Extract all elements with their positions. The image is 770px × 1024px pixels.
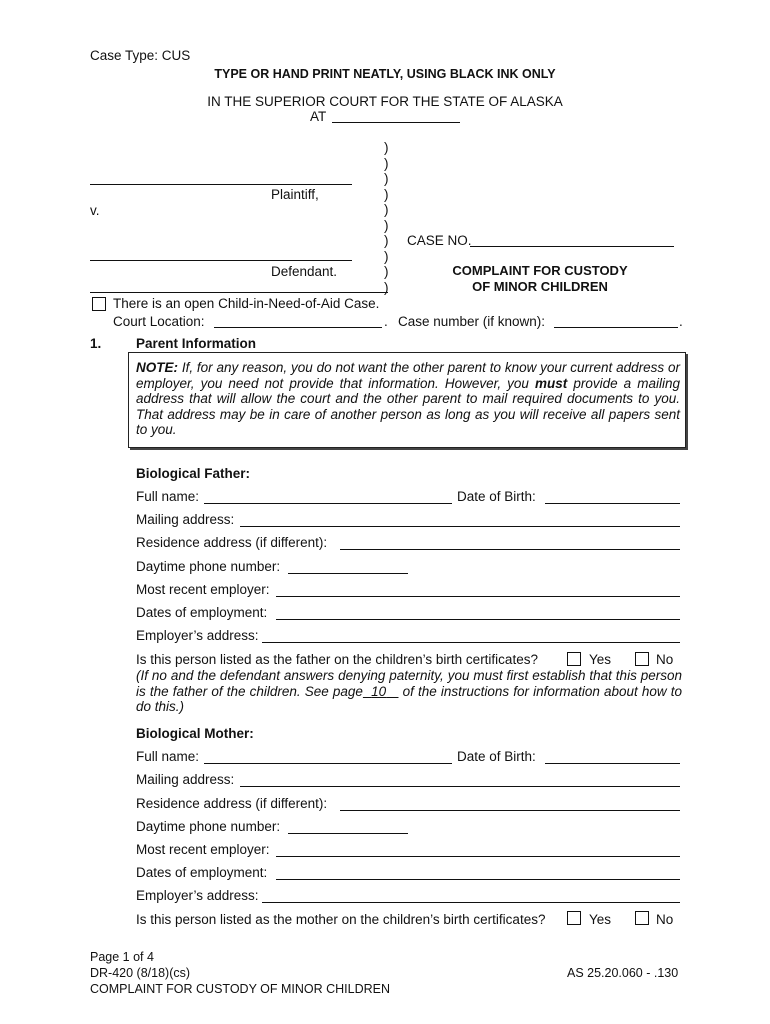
cina-checkbox[interactable] <box>92 297 106 311</box>
note-text-b: provide a mailing address that will allow the court and the other parent to mail required documents to you. That address may be in care of another person as long as you will receive all papers sent to you. <box>136 375 680 438</box>
plaintiff-label: Plaintiff, <box>271 187 319 202</box>
father-phone-label: Daytime phone number: <box>136 559 281 574</box>
note-text-a: If, for any reason, you do not want the other parent to know your current address or employer, you need not provide that information. However, you <box>136 360 680 391</box>
case-type: Case Type: CUS <box>90 48 191 63</box>
mother-no-checkbox[interactable] <box>635 911 649 925</box>
document-title-line1: COMPLAINT FOR CUSTODY <box>452 263 628 278</box>
defendant-label: Defendant. <box>271 264 338 279</box>
cina-court-location-label: Court Location: <box>113 314 205 329</box>
mother-no-label: No <box>656 912 674 927</box>
section-number: 1. <box>90 336 102 351</box>
father-dates-employment-label: Dates of employment: <box>136 605 268 620</box>
paternity-note-a: (If no and the defendant answers denying paternity, you must first establish that this person is the father of the children. See page <box>136 668 682 699</box>
father-yes-checkbox[interactable] <box>567 652 581 666</box>
mother-mailing-field[interactable] <box>240 786 680 787</box>
ink-instruction-text: TYPE OR HAND PRINT NEATLY, USING BLACK INK ONLY <box>214 67 556 81</box>
footer-page: Page 1 of 4 <box>90 950 154 964</box>
father-yes-label: Yes <box>589 652 612 667</box>
footer-form-title: COMPLAINT FOR CUSTODY OF MINOR CHILDREN <box>90 982 391 996</box>
father-dob-field[interactable] <box>545 503 680 504</box>
mother-phone-field[interactable] <box>288 833 408 834</box>
period: . <box>679 314 683 329</box>
father-employer-address-field[interactable] <box>262 642 680 643</box>
father-residence-label: Residence address (if different): <box>136 535 328 550</box>
mother-phone-label: Daytime phone number: <box>136 819 281 834</box>
mother-full-name-label: Full name: <box>136 749 200 764</box>
mother-yes-checkbox[interactable] <box>567 911 581 925</box>
father-mailing-field[interactable] <box>240 526 680 527</box>
mother-mailing-label: Mailing address: <box>136 772 235 787</box>
mother-employer-address-field[interactable] <box>262 902 680 903</box>
case-no-field[interactable] <box>470 246 674 247</box>
mother-residence-field[interactable] <box>340 810 680 811</box>
document-title <box>395 263 685 295</box>
note-text <box>136 360 680 438</box>
cina-label: There is an open Child-in-Need-of-Aid Case. <box>113 296 380 311</box>
father-birth-cert-question: Is this person listed as the father on the children’s birth certificates? <box>136 652 538 667</box>
section-title: Parent Information <box>136 336 257 351</box>
paternity-note-b: of the instructions for information about how to do this.) <box>136 683 682 715</box>
paternity-note <box>136 668 682 715</box>
plaintiff-name-field[interactable] <box>90 184 352 185</box>
father-mailing-label: Mailing address: <box>136 512 235 527</box>
cina-court-location-field[interactable] <box>214 327 382 328</box>
ink-instruction <box>0 67 770 81</box>
father-residence-field[interactable] <box>340 549 680 550</box>
father-employer-address-label: Employer’s address: <box>136 628 259 643</box>
mother-full-name-field[interactable] <box>204 763 452 764</box>
father-phone-field[interactable] <box>288 573 408 574</box>
cina-case-number-field[interactable] <box>554 327 678 328</box>
father-heading: Biological Father: <box>136 466 251 481</box>
father-employer-label: Most recent employer: <box>136 582 270 597</box>
father-full-name-label: Full name: <box>136 489 200 504</box>
mother-dates-employment-label: Dates of employment: <box>136 865 268 880</box>
court-heading <box>0 94 770 109</box>
mother-residence-label: Residence address (if different): <box>136 796 328 811</box>
caption-parens: ) ) ) ) ) ) ) ) ) ) <box>384 140 389 295</box>
footer-statute: AS 25.20.060 - .130 <box>567 966 679 980</box>
note-label: NOTE: <box>136 360 178 375</box>
father-full-name-field[interactable] <box>204 503 452 504</box>
mother-dob-label: Date of Birth: <box>457 749 536 764</box>
father-dates-employment-field[interactable] <box>276 619 680 620</box>
mother-employer-label: Most recent employer: <box>136 842 270 857</box>
mother-heading: Biological Mother: <box>136 726 254 741</box>
defendant-name-field[interactable] <box>90 260 352 261</box>
mother-employer-address-label: Employer’s address: <box>136 888 259 903</box>
mother-employer-field[interactable] <box>276 856 680 857</box>
father-employer-field[interactable] <box>276 596 680 597</box>
court-location-label: AT <box>310 109 327 124</box>
mother-dob-field[interactable] <box>545 763 680 764</box>
court-location-field[interactable] <box>332 122 460 123</box>
mother-yes-label: Yes <box>589 912 612 927</box>
father-no-checkbox[interactable] <box>635 652 649 666</box>
note-must: must <box>535 375 568 391</box>
cina-case-number-label: Case number (if known): <box>398 314 546 329</box>
case-no-label: CASE NO. <box>407 233 472 248</box>
caption-bottom-rule <box>90 292 388 293</box>
versus-label: v. <box>90 203 100 218</box>
period: . <box>384 314 388 329</box>
court-heading-text: IN THE SUPERIOR COURT FOR THE STATE OF ALASKA <box>207 94 563 109</box>
paternity-page-number: 10 <box>371 683 387 699</box>
mother-dates-employment-field[interactable] <box>276 879 680 880</box>
footer-form-id: DR-420 (8/18)(cs) <box>90 966 191 980</box>
document-title-line2: OF MINOR CHILDREN <box>472 279 608 294</box>
mother-birth-cert-question: Is this person listed as the mother on the children’s birth certificates? <box>136 912 546 927</box>
father-dob-label: Date of Birth: <box>457 489 536 504</box>
father-no-label: No <box>656 652 674 667</box>
